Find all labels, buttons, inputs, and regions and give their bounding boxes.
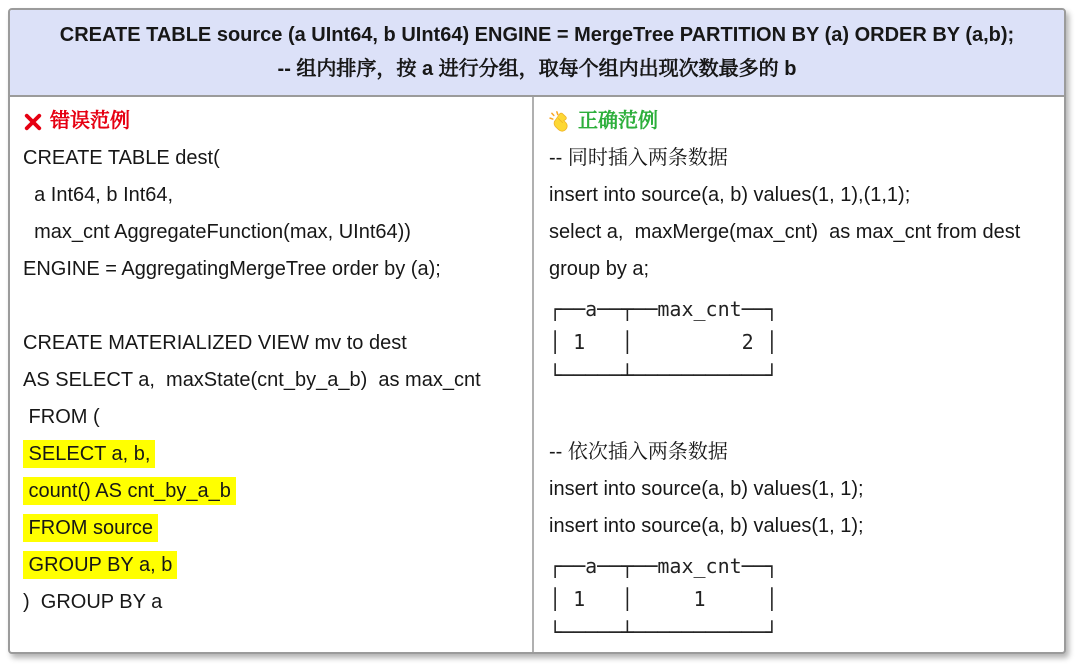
query-result-table: [549, 293, 1056, 392]
result-table-row: ┌──a──┬──max_cnt──┐: [549, 297, 778, 321]
code-line: ) GROUP BY a: [23, 591, 163, 613]
correct-example-panel: [534, 97, 1064, 652]
clapping-hands-icon: [549, 111, 571, 133]
code-line: select a, maxMerge(max_cnt) as max_cnt from dest: [549, 221, 1021, 243]
code-line-highlighted: count() AS cnt_by_a_b: [23, 473, 524, 510]
header-banner: [10, 10, 1064, 97]
code-line: a Int64, b Int64,: [23, 184, 174, 206]
code-line: insert into source(a, b) values(1, 1);: [549, 515, 864, 537]
wrong-example-title: [23, 103, 524, 140]
cross-mark-icon: [23, 112, 43, 132]
comment-line: -- 同时插入两条数据: [549, 147, 728, 169]
result-table-row: └─────┴───────────┘: [549, 620, 778, 644]
code-line: group by a;: [549, 258, 650, 280]
result-table-row: │ 1 │ 1 │: [549, 587, 778, 611]
correct-example-title: [549, 103, 1056, 140]
code-line: FROM (: [23, 406, 100, 428]
comment-line: -- 依次插入两条数据: [549, 441, 728, 463]
wrong-example-title-text: 错误范例: [50, 110, 130, 132]
header-sql-line: CREATE TABLE source (a UInt64, b UInt64) ENGINE = MergeTree PARTITION BY (a) ORDER BY (a,b);: [59, 24, 1015, 46]
code-line-blank: [23, 288, 524, 325]
code-line: insert into source(a, b) values(1, 1),(1,1);: [549, 184, 911, 206]
code-line: AS SELECT a, maxState(cnt_by_a_b) as max_cnt: [23, 369, 481, 391]
code-line: CREATE MATERIALIZED VIEW mv to dest: [23, 332, 407, 354]
result-table-row: └─────┴───────────┘: [549, 363, 778, 387]
code-line: ENGINE = AggregatingMergeTree order by (a);: [23, 258, 441, 280]
query-result-table: [549, 550, 1056, 649]
code-line-highlighted: SELECT a, b,: [23, 436, 524, 473]
code-line: CREATE TABLE dest(: [23, 147, 220, 169]
code-line: max_cnt AggregateFunction(max, UInt64)): [23, 221, 411, 243]
code-line-highlighted: FROM source: [23, 510, 524, 547]
correct-example-title-text: 正确范例: [578, 110, 658, 132]
code-line-highlighted: GROUP BY a, b: [23, 547, 524, 584]
wrong-example-panel: [10, 97, 534, 652]
comparison-content: [10, 97, 1064, 652]
result-table-row: │ 1 │ 2 │: [549, 330, 778, 354]
section-gap: [549, 392, 1056, 434]
sql-comparison-panel: [8, 8, 1066, 654]
header-comment-line: -- 组内排序，按 a 进行分组，取每个组内出现次数最多的 b: [277, 58, 797, 80]
result-table-row: ┌──a──┬──max_cnt──┐: [549, 554, 778, 578]
code-line: insert into source(a, b) values(1, 1);: [549, 478, 864, 500]
